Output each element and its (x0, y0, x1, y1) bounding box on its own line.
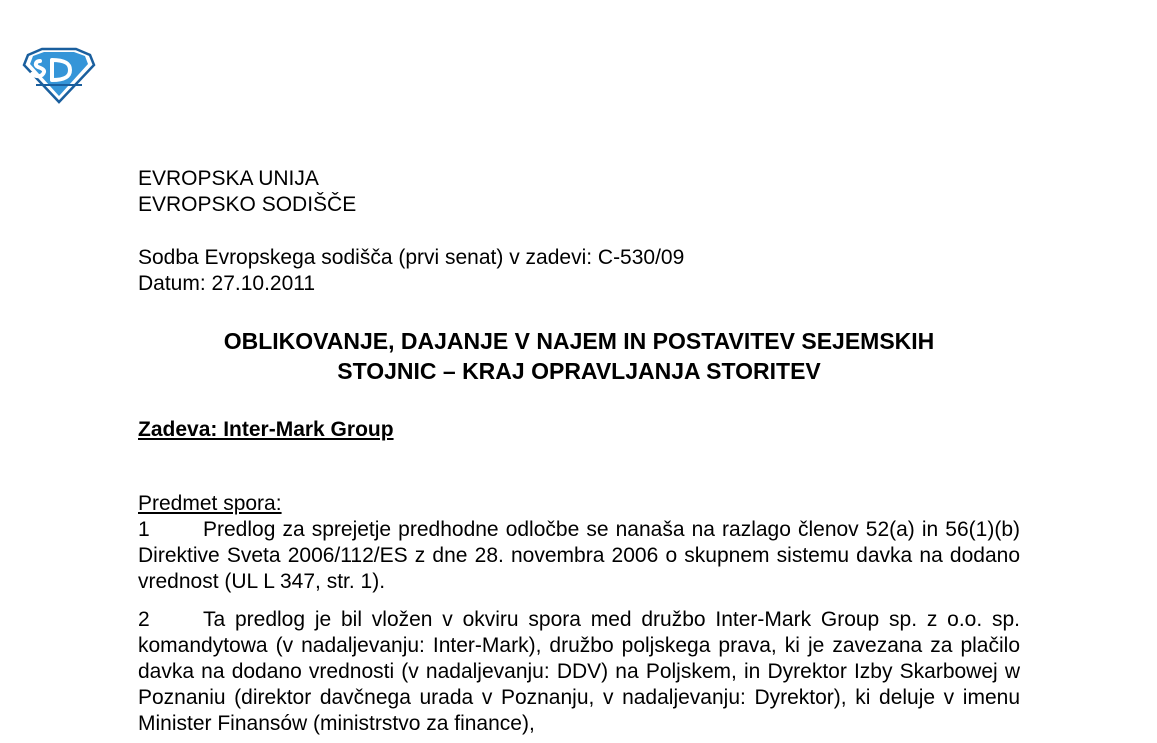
header-line-2: EVROPSKO SODIŠČE (138, 193, 357, 216)
institution-header (138, 166, 1020, 218)
paragraph-text: Ta predlog je bil vložen v okviru spora med družbo Inter-Mark Group sp. z o.o. sp. komandytowa (v nadaljevanju: Inter-Mark), družbo poljskega prava, ki je zavezana za plačilo davka na dodano vrednosti (v nadaljevanju: DDV) na Poljskem, in Dyrektor Izby Skarbowej w Poznaniu (direktor davčnega urada v Poznanju, v nadaljevanju: Dyrektor), ki deluje v imenu Minister Finansów (ministrstvo za finance), (138, 608, 1020, 735)
case-reference: Sodba Evropskega sodišča (prvi senat) v zadevi: C-530/09 (138, 246, 685, 269)
case-subject: Zadeva: Inter-Mark Group (138, 418, 394, 441)
case-date: Datum: 27.10.2011 (138, 272, 316, 295)
header-line-1: EVROPSKA UNIJA (138, 167, 319, 190)
title-line-1: OBLIKOVANJE, DAJANJE V NAJEM IN POSTAVITEV SEJEMSKIH (223, 328, 935, 354)
sd-logo-icon (22, 47, 96, 104)
document-title (138, 326, 1020, 386)
case-info (138, 245, 1020, 297)
paragraph-number: 2 (138, 608, 150, 631)
paragraph-text: Predlog za sprejetje predhodne odločbe se nanaša na razlago členov 52(a) in 56(1)(b) Direktive Sveta 2006/112/ES z dne 28. novembra 2006 o skupnem sistemu davka na dodano vrednost (UL L 347, str. 1). (138, 518, 1020, 593)
paragraph-1 (138, 517, 1020, 595)
title-line-2: STOJNIC – KRAJ OPRAVLJANJA STORITEV (337, 358, 821, 384)
paragraph-2 (138, 607, 1020, 737)
paragraph-number: 1 (138, 518, 150, 541)
document-page (138, 166, 1020, 737)
dispute-heading: Predmet spora: (138, 492, 282, 515)
